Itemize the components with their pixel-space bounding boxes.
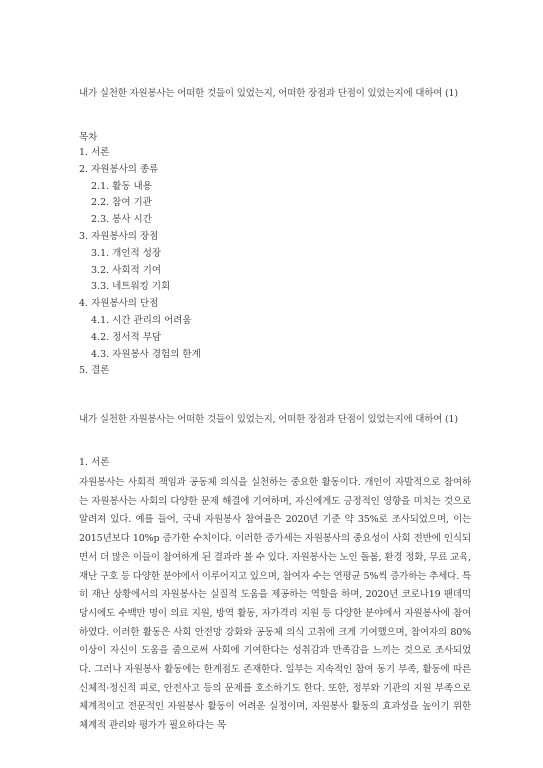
toc-item: 4. 자원봉사의 단점 — [79, 298, 159, 310]
toc-subitem: 4.3. 자원봉사 경험의 한계 — [91, 348, 201, 360]
document-title: 내가 실천한 자원봉사는 어떠한 것들이 있었는지, 어떠한 장점과 단점이 있었는지에 대하여 (1) — [79, 88, 458, 99]
introduction-paragraph: 자원봉사는 사회적 책임과 공동체 의식을 실천하는 중요한 활동이다. 개인이 자발적으로 참여하는 자원봉사는 사회의 다양한 문제 해결에 기여하며, 자신에게도 긍정적인 영향을 미치는 것으로 알려져 있다. 예를 들어, 국내 자원봉사 참여율은 2020년 기준 약 35%로 조사되었으며, 이는 2015년보다 10%p 증가한 수치이다. 이러한 증가세는 자원봉사의 중요성이 사회 전반에 인식되면서 더 많은 이들이 참여하게 된 결과라 볼 수 있다. 자원봉사는 노인 돌봄, 환경 정화, 무료 교육, 재난 구호 등 다양한 분야에서 이루어지고 있으며, 참여자 수는 연평균 5%씩 증가하는 추세다. 특히 재난 상황에서의 자원봉사는 실질적 도움을 제공하는 역할을 하며, 2020년 코로나19 팬데믹 당시에도 수백만 명이 의료 지원, 방역 활동, 자가격리 지원 등 다양한 분야에서 자원봉사에 참여하였다. 이러한 활동은 사회 안전망 강화와 공동체 의식 고취에 크게 기여했으며, 참여자의 80% 이상이 자신이 도움을 줌으로써 사회에 기여한다는 성취감과 만족감을 느끼는 것으로 조사되었다. 그러나 자원봉사 활동에는 한계점도 존재한다. 일부는 지속적인 참여 동기 부족, 활동에 따른 신체적·정신적 피로, 안전사고 등의 문제를 호소하기도 한다. 또한, 정부와 기관의 지원 부족으로 체계적이고 전문적인 자원봉사 활동이 어려운 실정이며, 자원봉사 활동의 효과성을 높이기 위한 체계적 관리와 평가가 필요하다는 목 — [79, 477, 471, 732]
toc-subitem: 2.1. 활동 내용 — [91, 180, 152, 192]
toc-subitem: 4.2. 정서적 부담 — [91, 331, 162, 343]
toc-subitem: 3.1. 개인적 성장 — [91, 247, 162, 259]
toc-item: 1. 서론 — [79, 147, 110, 158]
table-of-contents — [79, 145, 201, 380]
section-heading-introduction: 1. 서론 — [79, 457, 110, 468]
toc-subitem: 3.2. 사회적 기여 — [91, 264, 162, 276]
toc-subitem: 4.1. 시간 관리의 어려움 — [91, 314, 192, 326]
toc-heading: 목차 — [79, 132, 98, 143]
toc-subitem: 2.2. 참여 기관 — [91, 197, 152, 209]
toc-subitem: 2.3. 봉사 시간 — [91, 214, 152, 226]
toc-item: 3. 자원봉사의 장점 — [79, 230, 159, 242]
toc-item: 5. 결론 — [79, 365, 110, 377]
document-title-repeat: 내가 실천한 자원봉사는 어떠한 것들이 있었는지, 어떠한 장점과 단점이 있었는지에 대하여 (1) — [79, 414, 458, 425]
toc-item: 2. 자원봉사의 종류 — [79, 163, 159, 175]
toc-subitem: 3.3. 네트워킹 기회 — [91, 281, 171, 293]
